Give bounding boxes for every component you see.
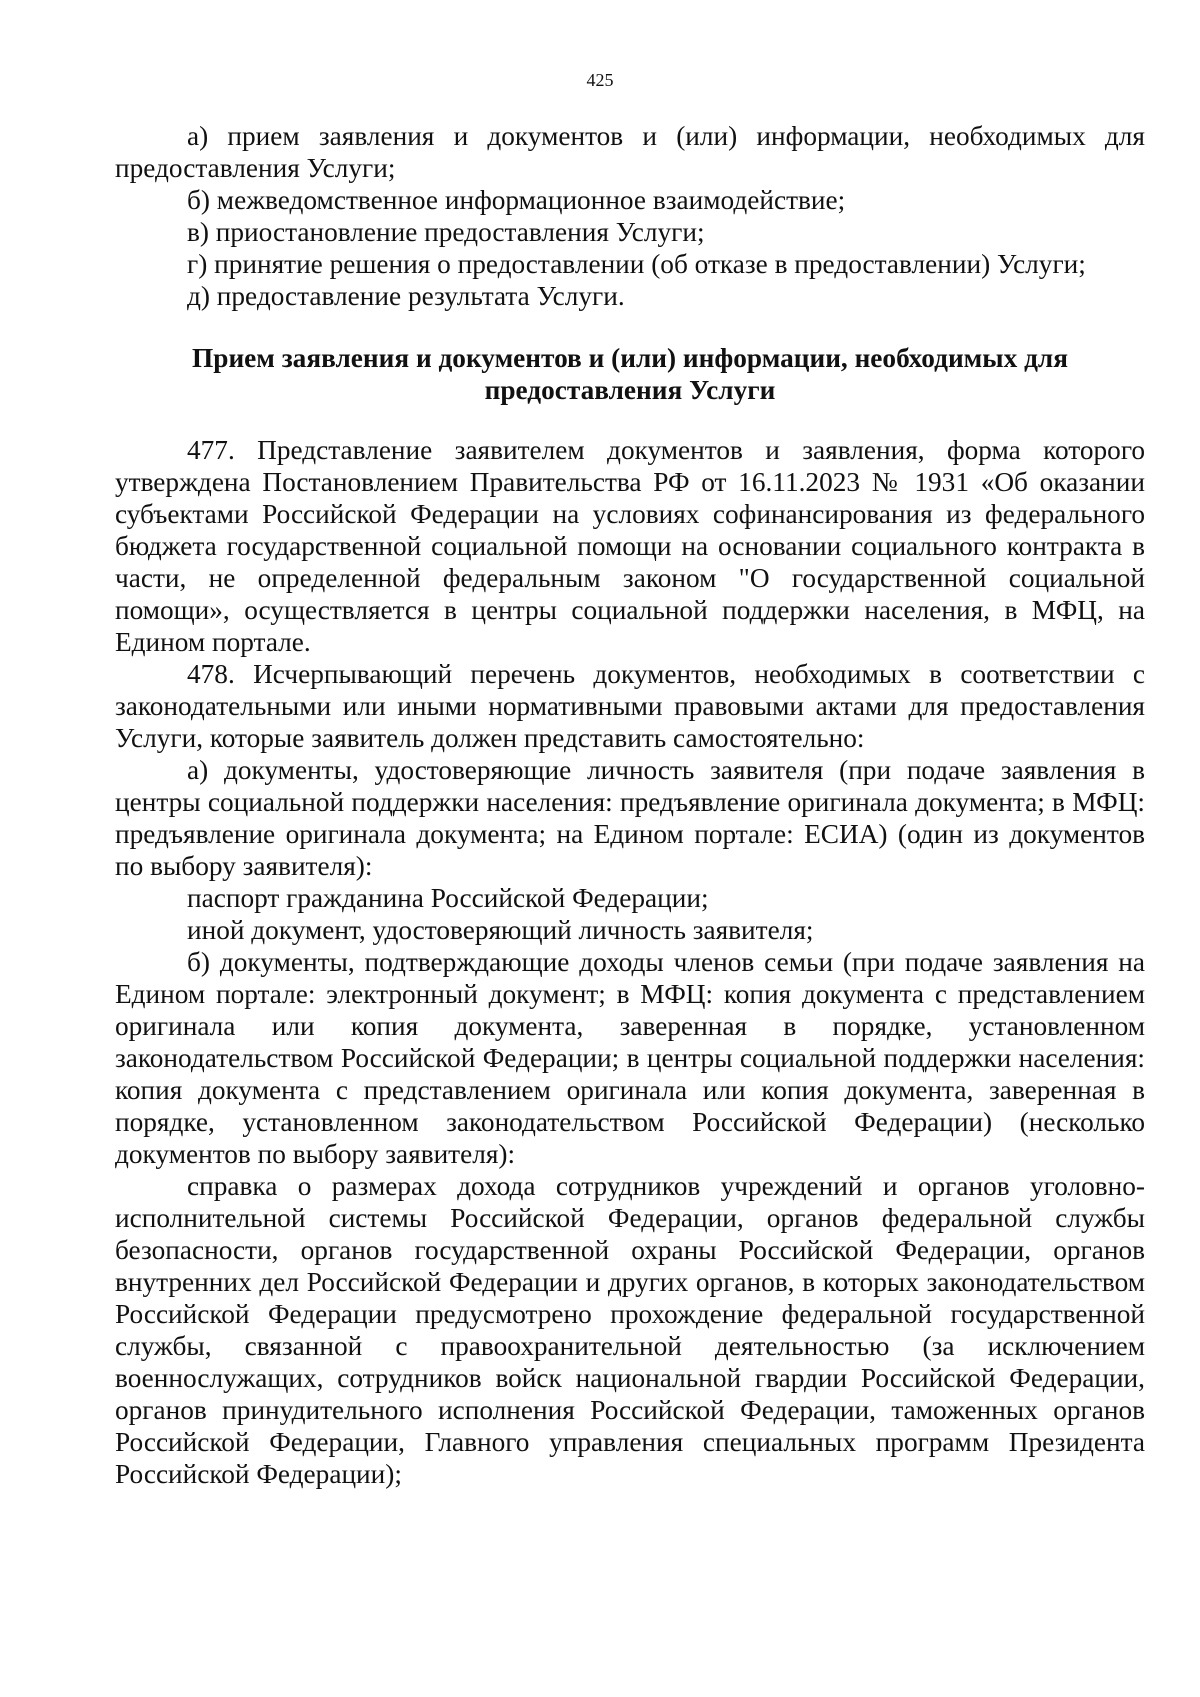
document-item-other-id: иной документ, удостоверяющий личность заявителя;	[187, 915, 814, 945]
section-heading-line-2: предоставления Услуги	[484, 375, 776, 405]
section-heading-line-1: Прием заявления и документов и (или) информации, необходимых для	[192, 343, 1068, 373]
document-body	[115, 120, 1145, 1490]
list-item-g: г) принятие решения о предоставлении (об отказе в предоставлении) Услуги;	[187, 249, 1086, 279]
document-item-income-certificate: справка о размерах дохода сотрудников учреждений и органов уголовно-исполнительной системы Российской Федерации, органов федеральной службы безопасности, органов государственной охраны Российской Федерации, органов внутренних дел Российской Федерации и других органов, в которых законодательством Российской Федерации предусмотрено прохождение федеральной государственной службы, связанной с правоохранительной деятельностью (за исключением военнослужащих, сотрудников войск национальной гвардии Российской Федерации, органов принудительного исполнения Российской Федерации, таможенных органов Российской Федерации, Главного управления специальных программ Президента Российской Федерации);	[115, 1171, 1145, 1489]
paragraph-478-b: б) документы, подтверждающие доходы членов семьи (при подаче заявления на Едином портале: электронный документ; в МФЦ: копия документа с представлением оригинала или копия документа, заверенная в порядке, установленном законодательством Российской Федерации; в центры социальной поддержки населения: копия документа с представлением оригинала или копия документа, заверенная в порядке, установленном законодательством Российской Федерации) (несколько документов по выбору заявителя):	[115, 947, 1145, 1169]
list-item-a: а) прием заявления и документов и (или) информации, необходимых для предоставления Услуги;	[115, 121, 1145, 183]
paragraph-478: 478. Исчерпывающий перечень документов, необходимых в соответствии с законодательными или иными нормативными правовыми актами для предоставления Услуги, которые заявитель должен представить самостоятельно:	[115, 659, 1145, 753]
list-item-d: д) предоставление результата Услуги.	[187, 281, 625, 311]
page-number: 425	[586, 70, 614, 90]
paragraph-478-a: а) документы, удостоверяющие личность заявителя (при подаче заявления в центры социальной поддержки населения: предъявление оригинала документа; в МФЦ: предъявление оригинала документа; на Едином портале: ЕСИА) (один из документов по выбору заявителя):	[115, 755, 1145, 881]
paragraph-477: 477. Представление заявителем документов и заявления, форма которого утверждена Постановлением Правительства РФ от 16.11.2023 № 1931 «Об оказании субъектами Российской Федерации на условиях софинансирования из федерального бюджета государственной социальной помощи на основании социального контракта в части, не определенной федеральным законом "О государственной социальной помощи», осуществляется в центры социальной поддержки населения, в МФЦ, на Едином портале.	[115, 435, 1145, 657]
document-item-passport: паспорт гражданина Российской Федерации;	[187, 883, 709, 913]
list-item-b: б) межведомственное информационное взаимодействие;	[187, 185, 846, 215]
section-heading	[115, 342, 1145, 406]
list-item-v: в) приостановление предоставления Услуги;	[187, 217, 705, 247]
